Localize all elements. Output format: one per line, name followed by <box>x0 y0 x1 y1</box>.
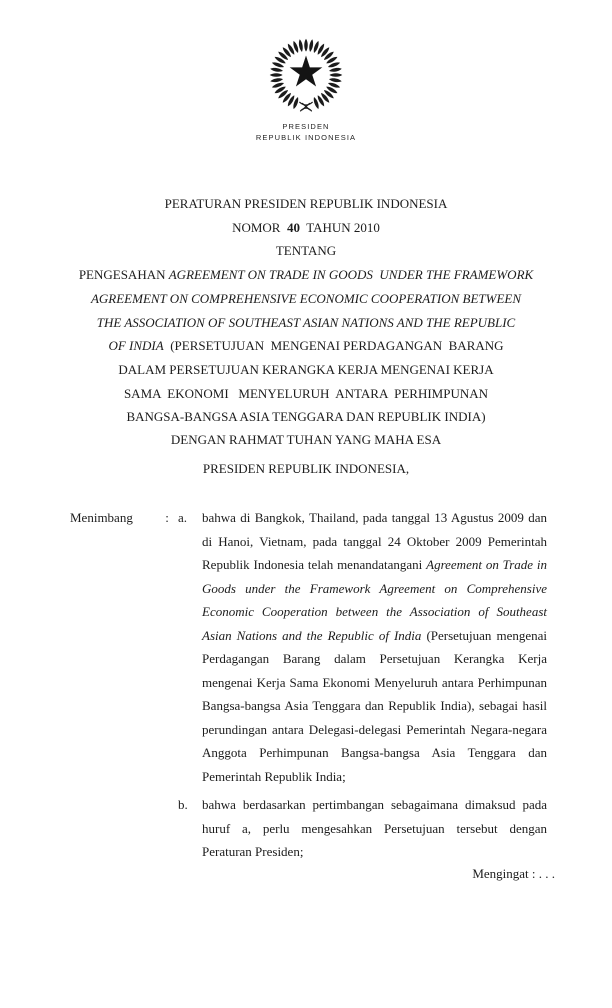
star-icon <box>290 56 323 87</box>
item-b-seg1: bahwa berdasarkan pertimbangan sebagaimana dimaksud pada huruf a, perlu mengesahkan Persetujuan tersebut dengan Peraturan Presiden; <box>202 797 547 859</box>
title-line5-text: AGREEMENT ON COMPREHENSIVE ECONOMIC COOPERATION BETWEEN <box>90 290 522 306</box>
title-line-9 <box>0 382 612 406</box>
considering-item-a <box>178 506 547 788</box>
title-line10-text: BANGSA-BANGSA ASIA TENGGARA DAN REPUBLIK INDIA) <box>126 409 486 425</box>
title-line4-italic: AGREEMENT ON TRADE IN GOODS UNDER THE FRAMEWORK <box>168 267 534 283</box>
document-title <box>0 192 612 429</box>
item-a-marker: a. <box>178 510 188 525</box>
considering-label: Menimbang <box>70 510 133 525</box>
title-tentang-text: TENTANG <box>275 243 337 259</box>
title-line9-text: SAMA EKONOMI MENYELURUH ANTARA PERHIMPUNAN <box>123 385 489 401</box>
item-b-marker: b. <box>178 797 188 812</box>
letterhead-republik-indonesia: REPUBLIK INDONESIA <box>255 133 357 142</box>
considering-item-b <box>178 793 547 864</box>
title-line-tentang <box>0 239 612 263</box>
title-number-value: 40 <box>286 219 300 235</box>
considering-section <box>70 506 547 864</box>
item-b-paragraph <box>202 793 547 864</box>
title-line7-italic: OF INDIA <box>108 338 164 354</box>
letterhead <box>0 36 612 143</box>
title-regulation-text: PERATURAN PRESIDEN REPUBLIK INDONESIA <box>164 196 448 211</box>
item-a-seg3: (Persetujuan mengenai Perdagangan Barang dalam Persetujuan Kerangka Kerja mengenai Kerja Sama Ekonomi Menyeluruh antara Perhimpunan Bangsa-bangsa Asia Tenggara dan Republik India), sebagai hasil perundingan antara Delegasi-delegasi Pemerintah Negara-negara Anggota Perhimpunan Bangsa-bangsa Asia Tenggara dan Pemerintah Republik India; <box>202 627 547 784</box>
letterhead-presiden: PRESIDEN <box>282 122 330 131</box>
title-line-8 <box>0 358 612 382</box>
title-number-pre: NOMOR <box>232 219 287 235</box>
title-line6-text: THE ASSOCIATION OF SOUTHEAST ASIAN NATIONS AND THE REPUBLIC <box>96 314 516 330</box>
invocation-line-1: DENGAN RAHMAT TUHAN YANG MAHA ESA <box>170 432 442 447</box>
invocation-line-2: PRESIDEN REPUBLIK INDONESIA, <box>202 460 410 476</box>
title-line7-normal: (PERSETUJUAN MENGENAI PERDAGANGAN BARANG <box>163 338 504 354</box>
title-line-regulation <box>0 192 612 216</box>
item-a-paragraph <box>202 506 547 788</box>
ribbon-icon <box>300 102 312 111</box>
title-line-5 <box>0 287 612 311</box>
title-line-4 <box>0 263 612 287</box>
presidential-emblem <box>267 36 345 114</box>
continuation-note: Mengingat : . . . <box>472 866 555 881</box>
title-line8-text: DALAM PERSETUJUAN KERANGKA KERJA MENGENAI KERJA <box>118 361 494 377</box>
title-line-7 <box>0 334 612 358</box>
invocation <box>0 426 612 483</box>
title-line4-normal: PENGESAHAN <box>78 267 169 283</box>
title-line-number <box>0 216 612 240</box>
considering-colon: : <box>165 510 169 525</box>
title-number-post: TAHUN 2010 <box>299 219 380 235</box>
item-a-seg1: bahwa di Bangkok, Thailand, pada tanggal 13 Agustus 2009 dan di Hanoi, Vietnam, pada tanggal 24 Oktober 2009 Pemerintah Republik Indonesia telah menandatangani <box>202 510 547 572</box>
title-line-6 <box>0 311 612 335</box>
item-a-seg2-italic: Agreement on Trade in Goods under the Framework Agreement on Comprehensive Economic Cooperation between the Association of Southeast Asian Nations and the Republic of India <box>202 557 548 643</box>
considering-items <box>178 506 547 864</box>
